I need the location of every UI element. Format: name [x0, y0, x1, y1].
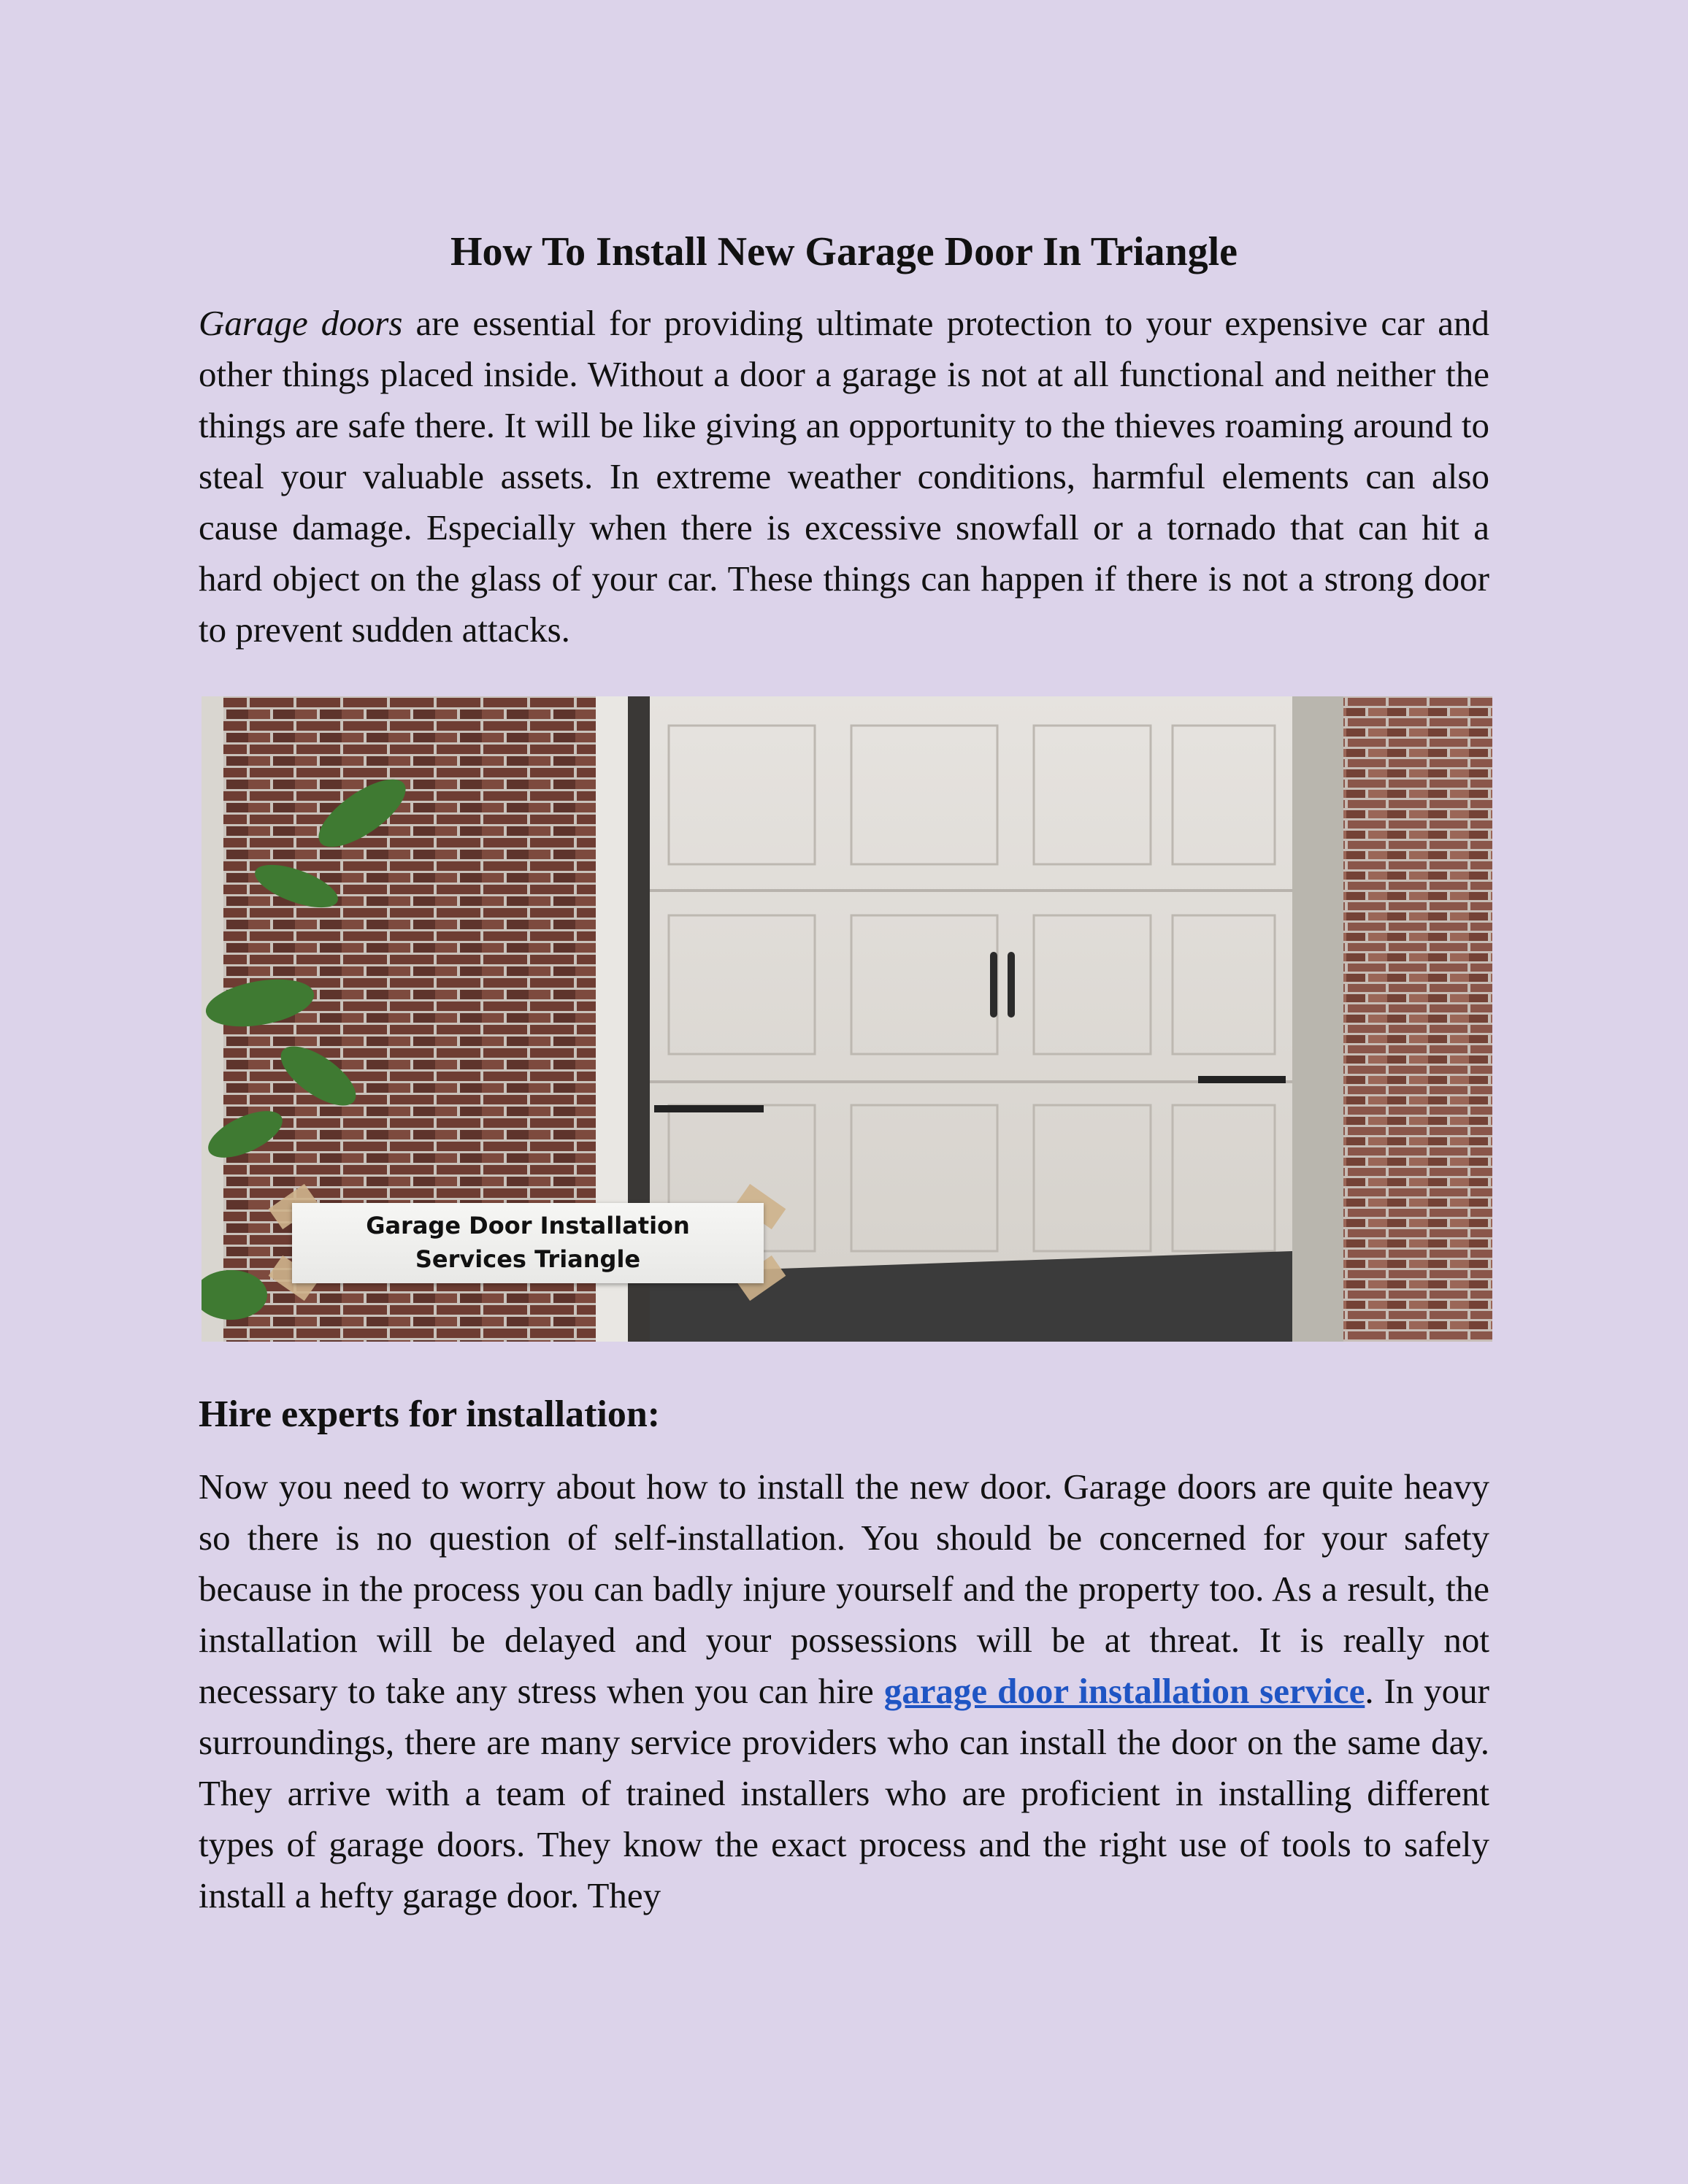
section-text-after-link: . In your surroundings, there are many service providers who can install the door on the same day. They arrive with a team of trained installers who are proficient in installing different types of garage doors. They know the exact process and the right use of tools to safely install a hefty garage door. They: [199, 1670, 1490, 1915]
garage-door-photo: [202, 696, 1492, 1342]
garage-door-installation-link[interactable]: garage door installation service: [883, 1670, 1365, 1711]
page-title: How To Install New Garage Door In Triangle: [450, 229, 1238, 274]
section-text-before-link: Now you need to worry about how to install the new door. Garage doors are quite heavy so there is no question of self-installation. You should be concerned for your safety because in the process you can badly injure yourself and the property too. As a result, the installation will be delayed and your possessions will be at threat. It is really not necessary to take any stress when you can hire: [199, 1466, 1489, 1711]
section-paragraph: [199, 1461, 1489, 1921]
image-caption-card: [292, 1203, 764, 1283]
intro-text: are essential for providing ultimate protection to your expensive car and other things placed inside. Without a door a garage is not at all functional and neither the things are safe there. It will be like giving an opportunity to the thieves roaming around to steal your valuable assets. In extreme weather conditions, harmful elements can also cause damage. Especially when there is excessive snowfall or a tornado that can hit a hard object on the glass of your car. These things can happen if there is not a strong door to prevent sudden attacks.: [199, 303, 1490, 650]
caption-line-1: Garage Door Installation: [366, 1212, 690, 1239]
intro-paragraph: [199, 298, 1489, 655]
caption-line-2: Services Triangle: [415, 1245, 641, 1273]
document-page: [199, 226, 1489, 1921]
section-heading: Hire experts for installation:: [199, 1393, 661, 1435]
intro-lead-italic: Garage doors: [199, 303, 403, 343]
